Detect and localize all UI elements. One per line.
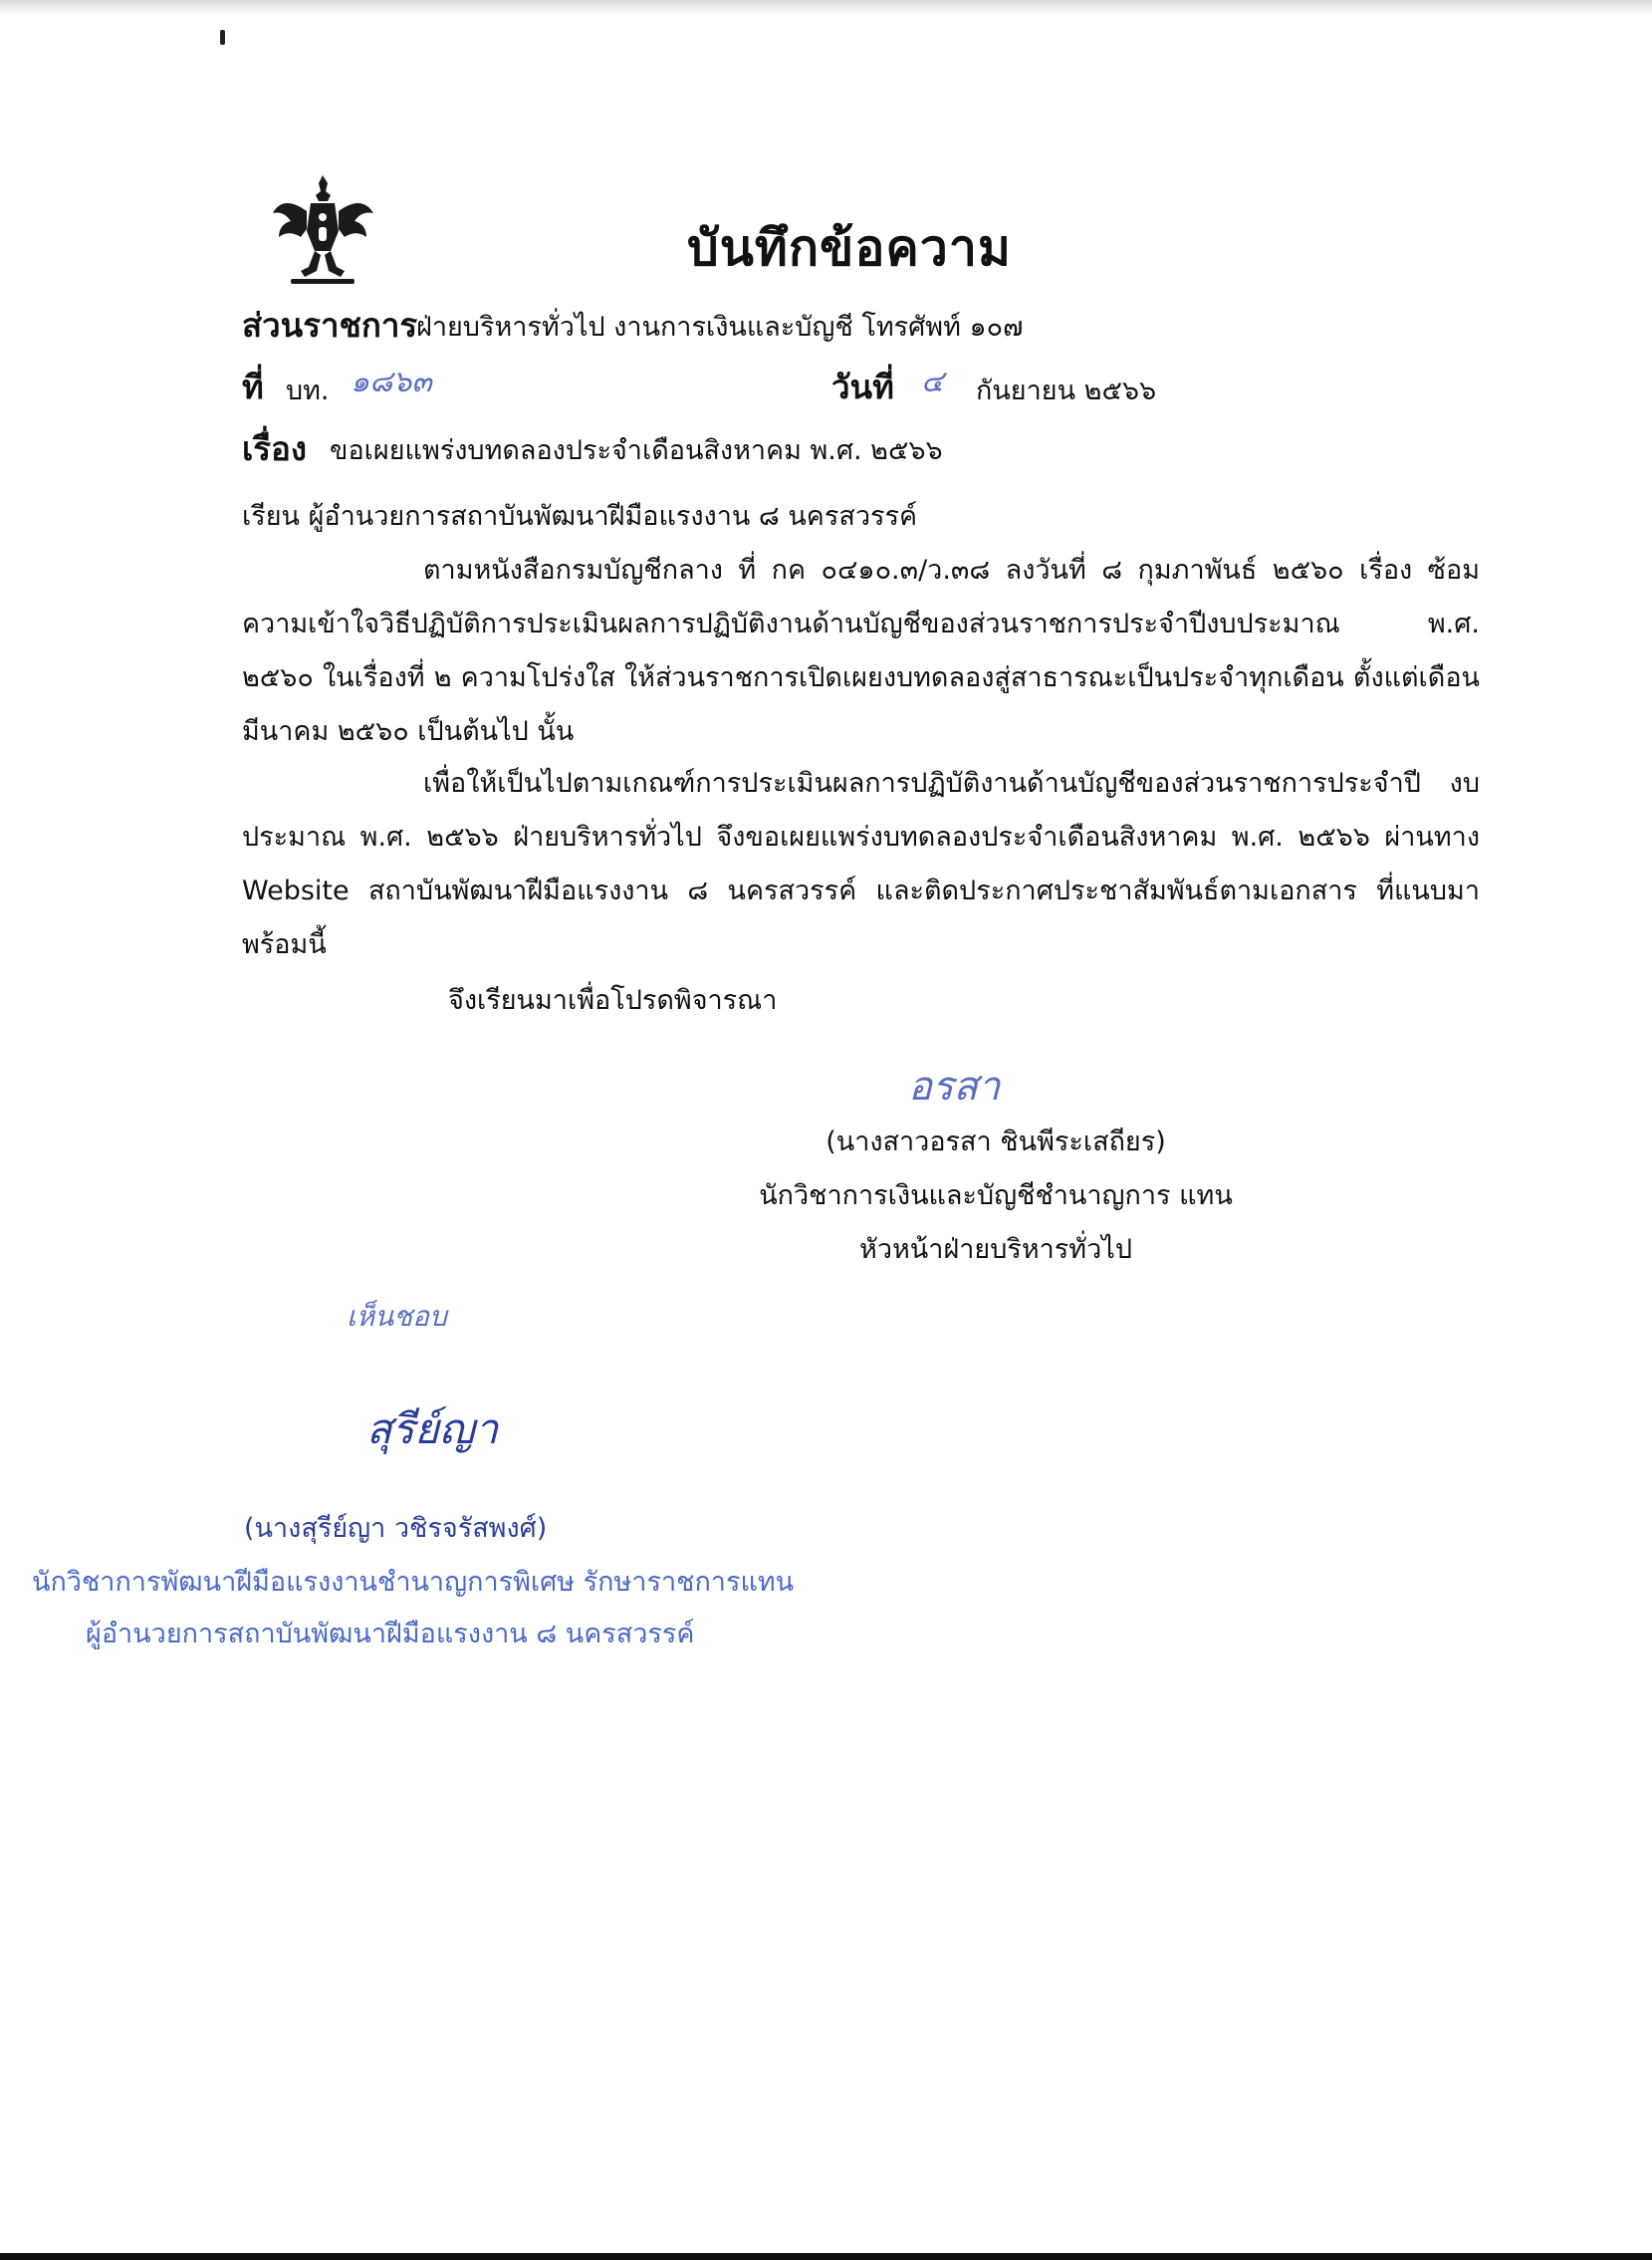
approval-name: (นางสุรีย์ญา วชิรจรัสพงศ์) [244,1513,548,1544]
approval-note: เห็นชอบ [347,1300,447,1333]
signer-position-1: นักวิชาการเงินและบัญชีชำนาญการ แทน [759,1180,1233,1211]
body-paragraph-2: เพื่อให้เป็นไปตามเกณฑ์การประเมินผลการปฏิบัติงานด้านบัญชีของส่วนราชการประจำปี งบประมาณ พ.ศ. ๒๕๖๖ ฝ่ายบริหารทั่วไป จึงขอเผยแพร่งบทดลองประจำเดือนสิงหาคม พ.ศ. ๒๕๖๖ ผ่านทาง Website สถาบันพัฒนาฝีมือแรงงาน ๘ นครสวรรค์ และติดประกาศประชาสัมพันธ์ตามเอกสาร ที่แนบมาพร้อมนี้ [242,768,1480,960]
signer-signature: อรสา [908,1064,1001,1110]
approval-position-2: ผู้อำนวยการสถาบันพัฒนาฝีมือแรงงาน ๘ นครสวรรค์ [86,1619,695,1649]
number-label: ที่ [242,368,264,406]
memo-title: บันทึกข้อความ [687,219,1012,277]
date-handwritten: ๔ [921,365,944,399]
closing-line: จึงเรียนมาเพื่อโปรดพิจารณา [448,985,778,1016]
department-label: ส่วนราชการ [242,306,418,345]
signer-block [697,1116,1295,1277]
approval-signature: สุรีย์ญา [366,1404,499,1453]
signer-name: (นางสาวอรสา ชินพีระเสถียร) [826,1127,1166,1157]
garuda-emblem-icon [271,171,375,286]
date-value: กันยายน ๒๕๖๖ [976,376,1157,406]
body-paragraph-1: ตามหนังสือกรมบัญชีกลาง ที่ กค ๐๔๑๐.๓/ว.๓๘ ลงวันที่ ๘ กุมภาพันธ์ ๒๕๖๐ เรื่อง ซ้อมความเข้าใจวิธีปฏิบัติการประเมินผลการปฏิบัติงานด้านบัญชีของส่วนราชการประจำปีงบประมาณ พ.ศ. ๒๕๖๐ ในเรื่องที่ ๒ ความโปร่งใส ให้ส่วนราชการเปิดเผยงบทดลองสู่สาธารณะเป็นประจำทุกเดือน ตั้งแต่เดือนมีนาคม ๒๕๖๐ เป็นต้นไป นั้น [242,555,1480,747]
department-value: ฝ่ายบริหารทั่วไป งานการเงินและบัญชี โทรศัพท์ ๑๐๗ [416,312,1024,343]
number-handwritten: ๑๘๖๓ [351,365,432,399]
scan-speck [220,30,225,45]
signer-position-2: หัวหน้าฝ่ายบริหารทั่วไป [859,1234,1132,1265]
number-value: บท. [286,376,330,406]
scan-top-shadow [0,0,1652,14]
addressee-line: เรียน ผู้อำนวยการสถาบันพัฒนาฝีมือแรงงาน ๘ นครสวรรค์ [242,501,918,532]
scan-bottom-edge [0,2253,1652,2260]
approval-position-1: นักวิชาการพัฒนาฝีมือแรงงานชำนาญการพิเศษ รักษาราชการแทน [32,1567,795,1598]
subject-value: ขอเผยแพร่งบทดลองประจำเดือนสิงหาคม พ.ศ. ๒๕๖๖ [330,435,943,466]
subject-label: เรื่อง [242,429,307,468]
date-label: วันที่ [831,368,894,406]
